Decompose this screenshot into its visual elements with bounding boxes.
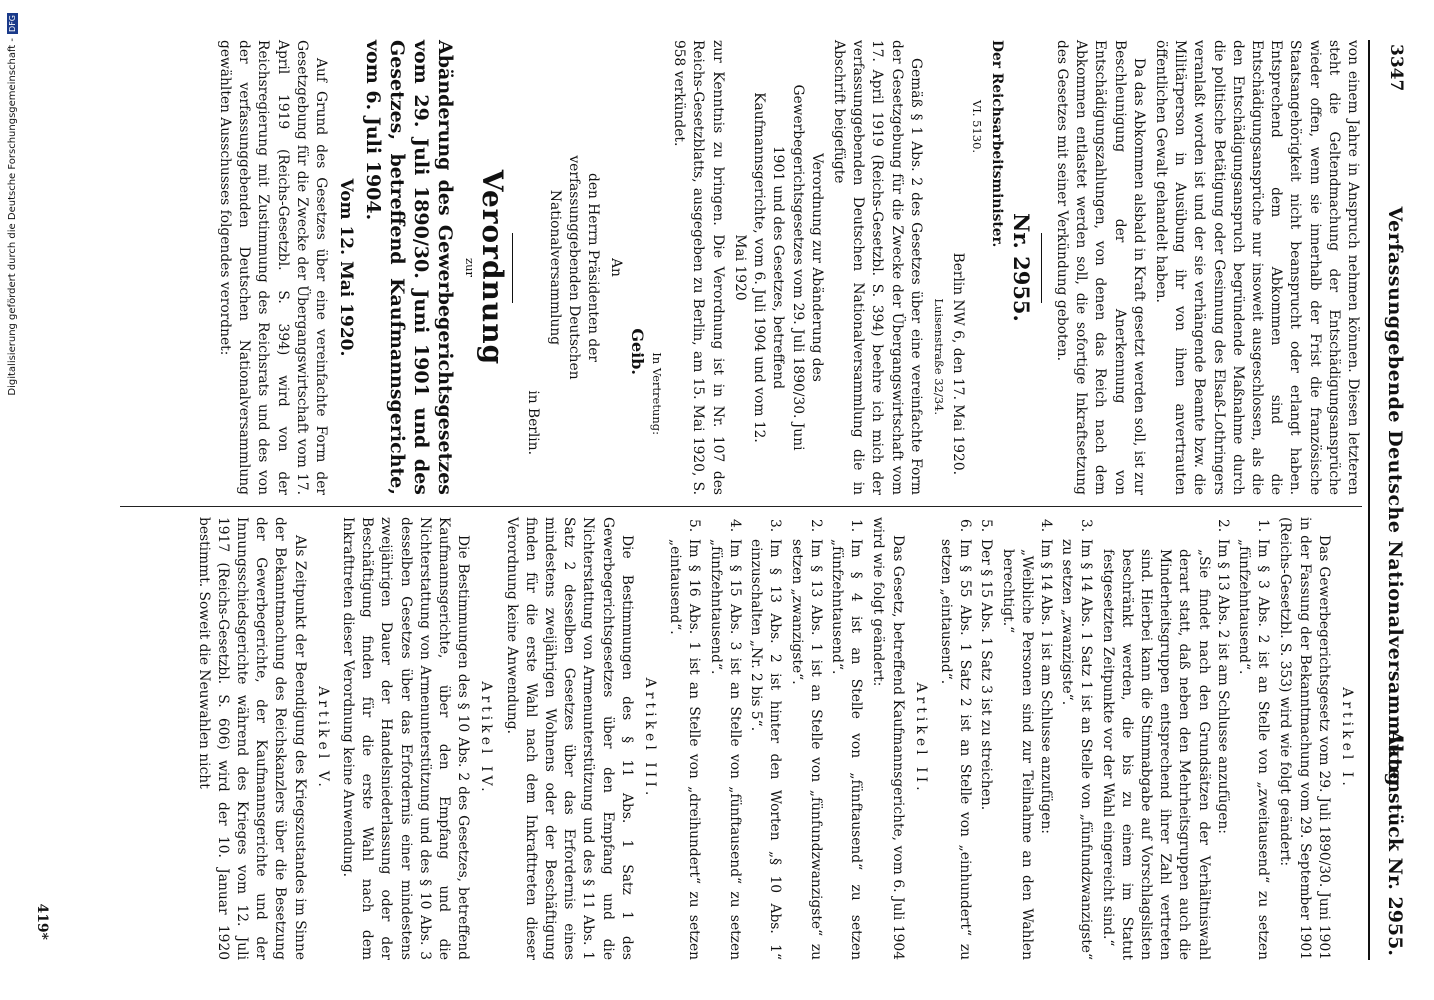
dfg-logo: DFG [7,15,17,32]
list-item: 3. Im § 14 Abs. 1 Satz 1 ist an Stelle von „fünfundzwanzigste“ zu setzen „zwanzigste“. [1059,519,1095,960]
ministry-name: Der Reichsarbeitsminister. [988,40,1005,248]
salutation: An [607,258,624,277]
paragraph: Da das Abkommen alsbald in Kraft gesetzt werden soll, ist zur Beschleunigung der Anerkennung von Entschädigungszahlungen, von denen das Reich nach dem Abkommen entlastet werden soll, die sofortige Inkraftsetzung des Gesetzes mit seiner Verkündung geboten. [1053,40,1147,495]
article-heading: Artikel IV. [478,681,495,796]
signature: Geib. [627,328,647,375]
list-item: 2. Im § 13 Abs. 1 ist an Stelle von „fünfundzwanzigste“ zu setzen „zwanzigste“. [788,519,824,960]
document-number: Aktenstück Nr. 2955. [1384,730,1406,956]
digitization-credit [2,0,22,1000]
running-title: Verfassunggebende Deutsche Nationalversammlung. [1384,206,1406,794]
list-item: 6. Im § 55 Abs. 1 Satz 2 ist an Stelle von „einhundert“ zu setzen „eintausend“. [937,519,974,960]
ordinance-title: Verordnung [475,169,509,366]
list-item: 5. Im § 16 Abs. 1 ist an Stelle von „dreihundert“ zu setzen „eintausend“. [667,519,703,960]
column-divider [120,506,1362,507]
page-header [1368,40,1408,960]
street-address: Luisenstraße 32/34. [931,298,946,415]
deputy-note: In Vertretung: [650,352,665,435]
article-heading: Artikel III. [642,677,659,800]
article-heading: Artikel I. [1339,687,1355,790]
list-item: 2. Im § 13 Abs. 2 ist am Schlusse anzufügen: „Sie findet nach den Grundsätzen der Verhältniswahl derart statt, daß neben den Mehrheitsgruppen auch die Minderheitsgruppen entsprechend ihrer Zahl vertreten sind. Hierbei kann die Stimmabgabe auf Vorschlagslisten beschränkt werden, die bis zu einem im Statut festgesetzten Zeitpunkte vor der Wahl eingereicht sind.“ [1097,539,1231,960]
paragraph: Das Gesetz, betreffend Kaufmannsgerichte, vom 6. Juli 1904 wird wie folgt geändert: [870,517,906,960]
divider [1041,233,1042,303]
paragraph: Gemäß § 1 Abs. 2 des Gesetzes über eine vereinfachte Form der Gesetzgebung für die Zwecke der Übergangswirtschaft vom 17. April 1919 (Reichs-Gesetzbl. S. 394) beehre ich mich der verfassunggebenden Deutschen Nationalversammlung die in Abschrift beigefügte [830,40,924,495]
amendment-list [936,517,1272,960]
paragraph: Die Bestimmungen des § 10 Abs. 2 des Gesetzes, betreffend Kaufmannsgerichte, über den Empfang und die Nichterstattung von Armenunterstützung und des § 10 Abs. 3 desselben Gesetzes über das Erfordernis einer mindestens zweijährigen Dauer der Handelsniederlassung oder der Beschäftigung finden für die erste Wahl nach dem Inkrafttreten dieser Verordnung keine Anwendung. [340,517,472,960]
divider [512,233,513,303]
list-item: 3. Im § 13 Abs. 2 ist hinter den Worten „§ 10 Abs. 1“ einzuschalten „Nr. 2 bis 5“. [748,519,784,960]
reference-number: VI. 5130. [970,100,985,154]
quoted-text: „Sie findet nach den Grundsätzen der Verhältniswahl derart statt, daß neben den Mehrheitsgruppen auch die Minderheitsgruppen entsprechend ihrer Zahl vertreten sind. Hierbei kann die Stimmabgabe auf Vorschlagslisten beschränkt werden, die bis zu einem im Statut festgesetzten Zeitpunkte vor der Wahl eingereicht sind.“ [1099,549,1212,960]
list-item: 5. Der § 15 Abs. 1 Satz 3 ist zu streichen. [978,519,995,811]
quoted-text: „Weibliche Personen sind zur Teilnahme an den Wahlen berechtigt.“ [999,549,1035,960]
left-column [212,40,1362,495]
ordinance-zur: zur [463,258,478,277]
addressee: den Herrn Präsidenten der verfassunggebenden Deutschen Nationalversammlung [547,155,602,380]
right-column [190,517,1362,960]
list-item: 4. Im § 15 Abs. 3 ist an Stelle von „fünftausend“ zu setzen „fünfzehntausend“. [707,519,743,960]
ordinance-date: Vom 12. Mai 1920. [336,178,357,357]
page-number: 3347 [1386,44,1406,92]
paragraph: Die Bestimmungen des § 11 Abs. 1 Satz 1 des Gewerbegerichtsgesetzes über den Empfang und die Nichterstattung von Armenunterstützung und des § 11 Abs. 1 Satz 2 desselben Gesetzes über das Erfordernis eines mindestens zweijährigen Wohnens oder der Beschäftigung finden für die erste Wahl nach dem Inkrafttreten dieser Verordnung keine Anwendung. [503,517,635,960]
list-item: 1. Im § 3 Abs. 2 ist an Stelle von „zweitausend“ zu setzen „fünfzehntausend“. [1235,519,1272,960]
paragraph: Auf Grund des Gesetzes über eine vereinfachte Form der Gesetzgebung für die Zwecke der Übergangswirtschaft vom 17. April 1919 (Reichs-Gesetzbl. S. 394) wird von der Reichsregierung mit Zustimmung des Reichsrats und des von der verfassunggebenden Deutschen Nationalversammlung gewählten Ausschusses folgendes verordnet: [217,40,330,495]
paragraph: Das Gewerbegerichtsgesetz vom 29. Juli 1890/30. Juni 1901 in der Fassung der Bekanntmachung vom 29. September 1901 (Reichs-Gesetzbl. S. 353) wird wie folgt geändert: [1277,517,1332,960]
ordinance-subtitle: Abänderung des Gewerbegerichtsgesetzes vom 29. Juli 1890/30. Juni 1901 und des Gesetzes, betreffend Kaufmannsgerichte, vom 6. Juli 1904. [362,40,457,495]
credit-text: Digitalisierung gefördert durch die Deutsche Forschungsgemeinschaft - [6,37,18,396]
document-heading: Nr. 2955. [1008,213,1034,322]
enclosure-title: Verordnung zur Abänderung des Gewerbegerichtsgesetzes vom 29. Juli 1890/30. Juni 1901 und des Gesetzes, betreffend Kaufmannsgerichte, vom 6. Juli 1904 und vom 12. Mai 1920 [731,84,825,451]
signature-mark: 419* [34,903,50,940]
amendment-list [665,517,865,960]
paragraph: zur Kenntnis zu bringen. Die Verordnung ist in Nr. 107 des Reichs-Gesetzblatts, ausgegeben zu Berlin, am 15. Mai 1920, S. 958 verkündet. [671,40,726,495]
article-heading: Artikel V. [314,686,331,791]
list-item: 4. Im § 14 Abs. 1 ist am Schlusse anzufügen: „Weibliche Personen sind zur Teilnahme an den Wahlen berechtigt.“ [997,539,1055,960]
letter-date: Berlin NW 6, den 17. Mai 1920. [950,252,967,475]
list-item: 1. Im § 4 ist an Stelle von „fünftausend“ zu setzen „fünfzehntausend“. [828,519,865,960]
article-heading: Artikel II. [912,682,929,795]
paragraph: von einem Jahre in Anspruch nehmen können. Diesen letzteren steht die Geltendmachung der Entschädigungsansprüche wieder offen, wenn sie innerhalb der Frist die französische Staatsangehörigkeit nicht beansprucht oder erlangt haben. Entsprechend dem Abkommen sind die Entschädigungsansprüche nur insoweit ausgeschlossen, als die den Entschädigungsanspruch begründende Maßnahme durch die politische Betätigung oder Gesinnung des Elsaß-Lothringers veranlaßt worden ist und der sie verhängende Beamte bzw. die Militärperson in Ausübung ihr von ihnen anvertrauten öffentlichen Gewalt gehandelt haben. [1152,40,1361,495]
paragraph: Als Zeitpunkt der Beendigung des Kriegszustandes im Sinne der Bekanntmachung des Reichskanzlers über die Besetzung der Gewerbegerichte, der Kaufmannsgerichte und der Innungsschiedsgerichte während des Krieges vom 12. Juli 1917 (Reichs-Gesetzbl. S. 606) wird der 10. Januar 1920 bestimmt. Soweit die Neuwahlen nicht [195,517,308,960]
addressee-place: in Berlin. [524,390,541,455]
